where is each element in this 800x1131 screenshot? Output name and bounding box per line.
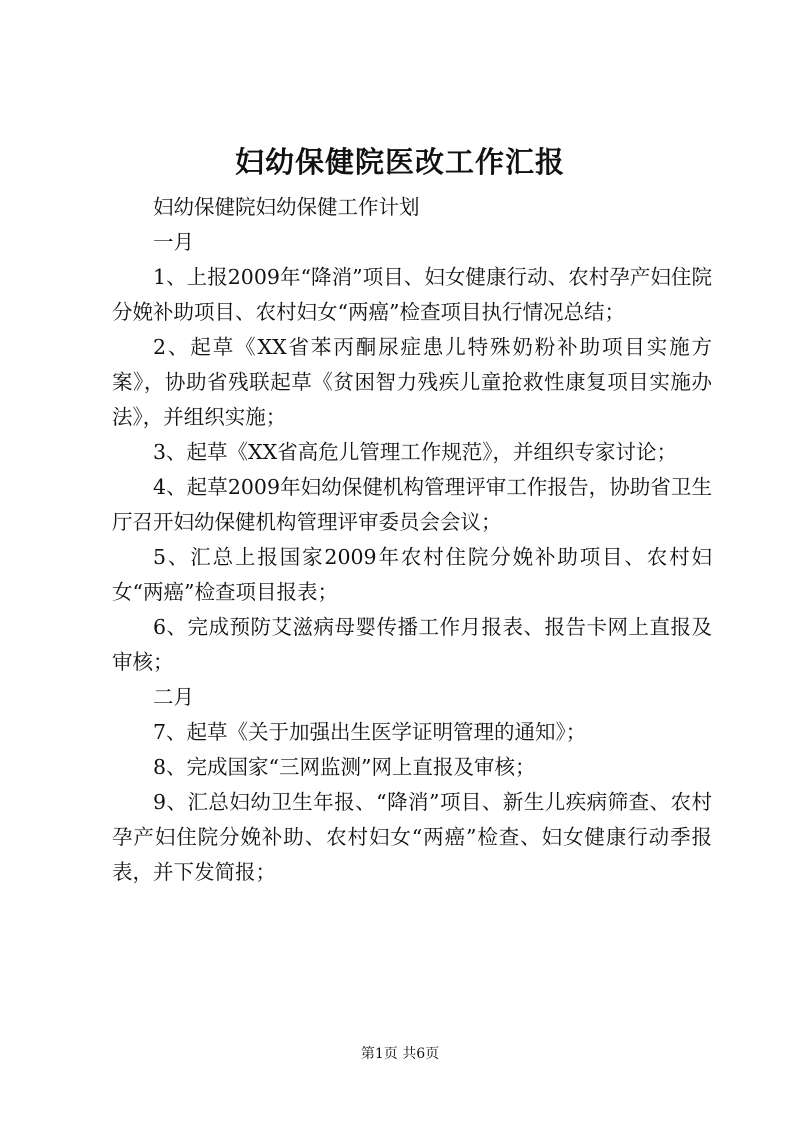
paragraph-item-2: 2、起草《XX省苯丙酮尿症患儿特殊奶粉补助项目实施方案》，协助省残联起草《贫困智力残疾儿童抢救性康复项目实施办法》，并组织实施；: [112, 335, 712, 429]
paragraph-item-6: 6、完成预防艾滋病母婴传播工作月报表、报告卡网上直报及审核；: [112, 615, 712, 674]
paragraph-item-3: 3、起草《XX省高危儿管理工作规范》，并组织专家讨论；: [153, 440, 677, 464]
document-title: 妇幼保健院医改工作汇报: [234, 145, 565, 179]
paragraph-item-8: 8、完成国家“三网监测”网上直报及审核；: [153, 755, 536, 779]
paragraph-plan-heading: 妇幼保健院妇幼保健工作计划: [153, 195, 420, 219]
paragraph-item-4: 4、起草2009年妇幼保健机构管理评审工作报告，协助省卫生厅召开妇幼保健机构管理评审委员会会议；: [112, 475, 712, 534]
paragraph-item-5: 5、汇总上报国家2009年农村住院分娩补助项目、农村妇女“两癌”检查项目报表；: [112, 545, 712, 604]
paragraph-month-january: 一月: [153, 230, 194, 254]
paragraph-item-7: 7、起草《关于加强出生医学证明管理的通知》；: [153, 720, 587, 744]
page-footer: 第1页 共6页: [360, 1046, 440, 1062]
document-body: [112, 190, 712, 890]
paragraph-item-9: 9、汇总妇幼卫生年报、“降消”项目、新生儿疾病筛查、农村孕产妇住院分娩补助、农村妇女“两癌”检查、妇女健康行动季报表，并下发简报；: [112, 790, 712, 884]
paragraph-item-1: 1、上报2009年“降消”项目、妇女健康行动、农村孕产妇住院分娩补助项目、农村妇女“两癌”检查项目执行情况总结；: [112, 265, 712, 324]
paragraph-month-february: 二月: [153, 685, 194, 709]
